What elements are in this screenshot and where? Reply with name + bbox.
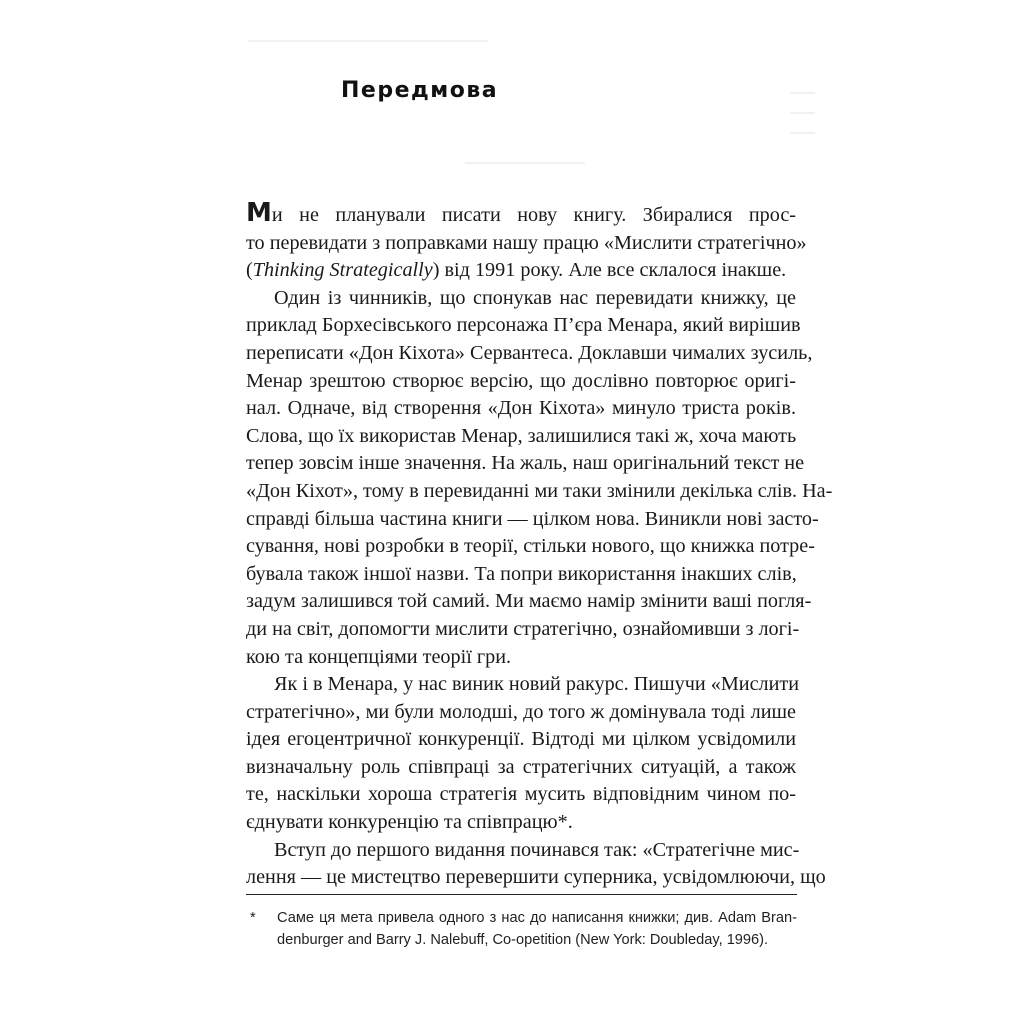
text-line: [246, 533, 815, 561]
line-text: Як і в Менара, у нас виник новий ракурс. Пишучи «Мислити: [274, 673, 800, 696]
footnote-marker: *: [250, 910, 256, 926]
text-line: [246, 312, 801, 340]
line-text: задум залишився той самий. Ми маємо намір змінити ваші погля-: [246, 590, 812, 613]
text-line: [246, 561, 796, 589]
show-through-line: [248, 40, 488, 42]
text-line: [246, 230, 807, 258]
line-text: ідея егоцентричної конкуренції. Відтоді ми цілком усвідомили: [246, 728, 796, 751]
line-text: Один із чинників, що спонукав нас перевидати книжку, це: [274, 286, 796, 309]
text-line: [246, 616, 800, 644]
show-through-line: [790, 92, 815, 94]
line-text: єднувати конкуренцію та співпрацю*.: [246, 811, 573, 834]
footnote-text: [277, 907, 797, 951]
footnote-line: Саме ця мета привела одного з нас до написання книжки; див. Adam Bran-: [277, 910, 797, 926]
text-line: [246, 754, 796, 782]
line-text: сування, нові розробки в теорії, стільки нового, що книжка потре-: [246, 535, 815, 558]
line-text: нал. Одначе, від створення «Дон Кіхота» минуло триста років.: [246, 397, 796, 420]
footnote-rule: [246, 894, 797, 895]
text-line: [246, 644, 796, 672]
text-line: [246, 837, 800, 865]
text-line: [246, 781, 796, 809]
text-line: [246, 257, 796, 285]
line-text: кою та концепціями теорії гри.: [246, 645, 512, 668]
line-text: те, наскільки хороша стратегія мусить відповідним чином по-: [246, 783, 796, 806]
text-line: [246, 395, 796, 423]
text-line: [246, 726, 796, 754]
line-text: ди на світ, допомогти мислити стратегічно, ознайомивши з логі-: [246, 617, 800, 640]
text-line: [246, 478, 833, 506]
text-line: [246, 506, 819, 534]
line-text: лення — це мистецтво перевершити суперника, усвідомлюючи, що: [246, 866, 826, 889]
line-text: Вступ до першого видання починався так: «Стратегічне мис-: [274, 838, 800, 861]
text-line: [246, 368, 796, 396]
footnote-line: denburger and Barry J. Nalebuff, Co-opetition (New York: Doubleday, 1996).: [277, 932, 769, 948]
text-line: [246, 671, 800, 699]
drop-cap: М: [246, 198, 272, 228]
show-through-line: [465, 162, 585, 164]
text-line: [246, 588, 812, 616]
text-line: [246, 450, 805, 478]
line-text: Менар зрештою створює версію, що дослівно повторює оригі-: [246, 369, 796, 392]
text-line: [246, 809, 796, 837]
text-line: [246, 864, 826, 892]
line-text: приклад Борхесівського персонажа П’єра Менара, який вирішив: [246, 314, 801, 337]
text-line: [246, 423, 796, 451]
text-line: [246, 340, 813, 368]
show-through-line: [790, 112, 815, 114]
line-text: тепер зовсім інше значення. На жаль, наш оригінальний текст не: [246, 452, 805, 475]
line-text: и не планували писати нову книгу. Збиралися прос-: [271, 204, 796, 226]
show-through-line: [790, 132, 815, 134]
footnote: [246, 907, 797, 951]
line-text: «Дон Кіхот», тому в перевиданні ми таки змінили декілька слів. На-: [246, 479, 833, 502]
page-title: Передмова: [341, 78, 499, 103]
body-text: [246, 198, 833, 892]
line-text: (Thinking Strategically) від 1991 року. Але все склалося інакше.: [246, 259, 787, 282]
text-line: [246, 699, 796, 727]
line-text: справді більша частина книги — цілком нова. Виникли нові засто-: [246, 507, 819, 530]
line-text: стратегічно», ми були молодші, до того ж домінувала тоді лише: [246, 700, 796, 723]
italic-title: Thinking Strategically: [252, 259, 433, 282]
line-text: визначальну роль співпраці за стратегічних ситуацій, а також: [246, 755, 796, 778]
text-line: [246, 198, 796, 230]
line-text: Слова, що їх використав Менар, залишилися такі ж, хоча мають: [246, 424, 797, 447]
line-text: бувала також іншої назви. Та попри використання інакших слів,: [246, 562, 797, 585]
line-text: переписати «Дон Кіхота» Сервантеса. Доклавши чималих зусиль,: [246, 341, 813, 364]
line-text: то перевидати з поправками нашу працю «Мислити стратегічно»: [246, 231, 807, 254]
text-line: [246, 285, 796, 313]
